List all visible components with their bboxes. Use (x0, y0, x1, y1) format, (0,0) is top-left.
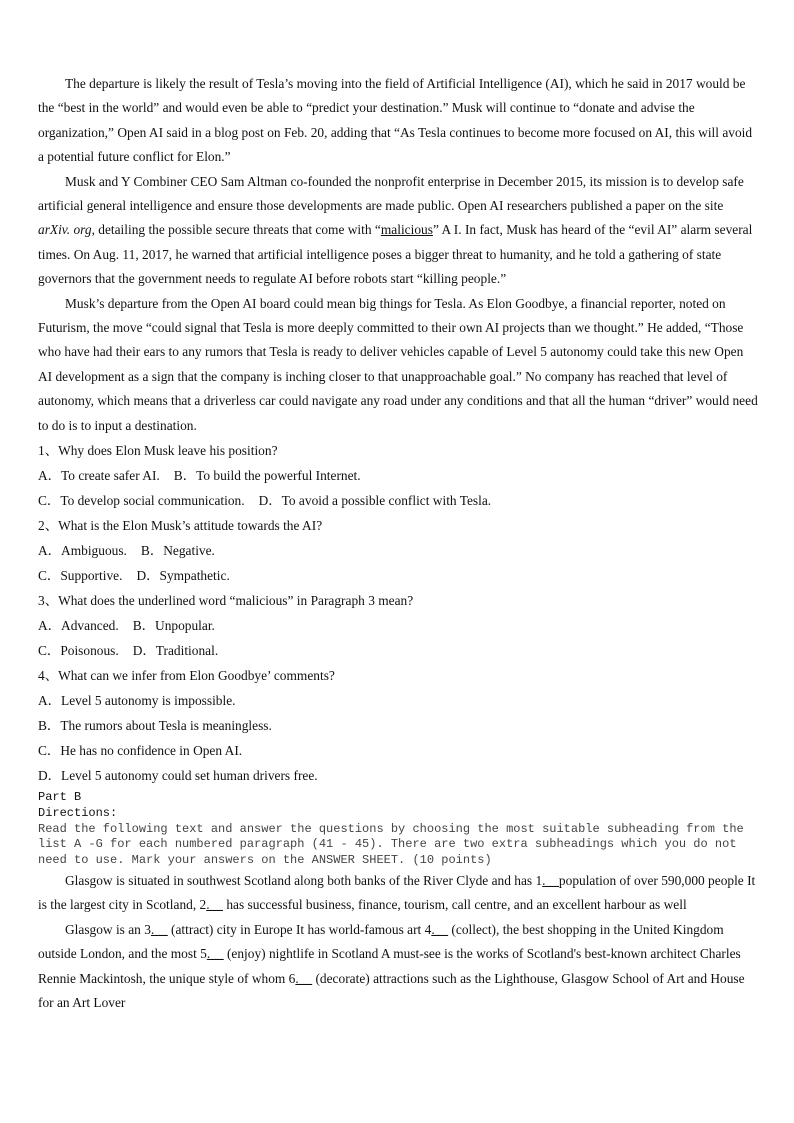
blank-1[interactable]: .__ (542, 873, 559, 889)
question-stem: 4、What can we infer from Elon Goodbye’ comments? (38, 668, 335, 684)
question-stem: 3、What does the underlined word “malicious” in Paragraph 3 mean? (38, 593, 414, 609)
blank-6[interactable]: .__ (295, 970, 313, 986)
directions-label: Directions: (38, 805, 118, 820)
option-row (38, 488, 758, 513)
option-c: C．Supportive. (38, 568, 123, 584)
glasgow-paragraph-2 (38, 918, 758, 1016)
glasgow-paragraph-1 (38, 869, 758, 918)
paragraph-text: ” A I. In fact, Musk has heard of the “evil AI” alarm several times. On Aug. 11, 2017, he warned that artificial intelligence poses a bigger threat to humanity, and he told a gathering of state governors that the government needs to regulate AI before robots start “killing people.” (38, 222, 753, 287)
blank-5[interactable]: .__ (206, 946, 224, 962)
question-2 (38, 513, 758, 588)
question-stem: 2、What is the Elon Musk’s attitude towards the AI? (38, 518, 323, 534)
option-row (38, 538, 758, 563)
question-3 (38, 588, 758, 663)
blank-4[interactable]: .__ (431, 921, 449, 937)
option-b: B．The rumors about Tesla is meaningless. (38, 718, 272, 734)
option-row (38, 463, 758, 488)
paragraph-text: Musk and Y Combiner CEO Sam Altman co-founded the nonprofit enterprise in December 2015, its mission is to develop safe artificial general intelligence and ensure those developments are made public. Open AI researchers published a paper on the site (38, 173, 744, 214)
question-4 (38, 663, 758, 788)
passage-paragraph-3: Musk’s departure from the Open AI board could mean big things for Tesla. As Elon Goodbye, a financial reporter, noted on Futurism, the move “could signal that Tesla is more deeply committed to their own AI projects than we thought.” He added, “Those who have had their ears to any rumors that Tesla is ready to deliver vehicles capable of Level 5 autonomy could take this new Open AI development as a sign that the company is inching closer to that unapproachable goal.” No company has reached that level of autonomy, which means that a driverless car could navigate any road under any conditions and that all the human “driver” would need to do is to input a destination. (38, 295, 758, 433)
option-d: D．Sympathetic. (136, 568, 230, 584)
option-b: B．To build the powerful Internet. (173, 468, 361, 484)
question-1 (38, 438, 758, 513)
paragraph-text: (decorate) attractions such as the Lighthouse, Glasgow School of Art and House for an Art Lover (38, 970, 745, 1011)
paragraph-text: Glasgow is situated in southwest Scotland along both banks of the River Clyde and has 1 (65, 873, 543, 889)
option-row (38, 563, 758, 588)
option-d: D．Traditional. (132, 643, 219, 659)
part-b-section (38, 790, 758, 869)
document-page (38, 72, 758, 1016)
paragraph-text: (attract) city in Europe It has world-famous art 4 (167, 921, 432, 937)
option-b: B．Unpopular. (132, 618, 215, 634)
option-a: A．Ambiguous. (38, 543, 127, 559)
option-row (38, 638, 758, 663)
question-stem: 1、Why does Elon Musk leave his position? (38, 443, 278, 459)
option-a: A．To create safer AI. (38, 468, 160, 484)
blank-2[interactable]: .__ (206, 897, 223, 913)
option-a: A．Level 5 autonomy is impossible. (38, 693, 236, 709)
option-c: C．To develop social communication. (38, 493, 245, 509)
option-a: A．Advanced. (38, 618, 119, 634)
directions-text: Read the following text and answer the questions by choosing the most suitable subheading from the list A -G for each numbered paragraph (41 - 45). There are two extra subheadings which you do not need to use. Mark your answers on the ANSWER SHEET. (10 points) (38, 821, 744, 868)
blank-3[interactable]: .__ (150, 921, 168, 937)
paragraph-text: (collect), the best shopping in the United Kingdom outside London, and the most 5 (38, 921, 724, 962)
option-row (38, 613, 758, 638)
paragraph-text: Glasgow is an 3 (65, 921, 151, 937)
part-b-title: Part B (38, 790, 82, 805)
paragraph-text: , detailing the possible secure threats that come with “ (91, 222, 381, 238)
option-d: D．To avoid a possible conflict with Tesla. (258, 493, 492, 509)
site-name: arXiv. org (38, 222, 92, 238)
option-d: D．Level 5 autonomy could set human drivers free. (38, 768, 318, 784)
option-c: C．He has no confidence in Open AI. (38, 743, 243, 759)
underlined-word: malicious (380, 222, 433, 238)
option-b: B．Negative. (140, 543, 215, 559)
passage-paragraph-2 (38, 170, 758, 292)
paragraph-text: population of over 590,000 people It is the largest city in Scotland, 2 (38, 873, 756, 913)
option-c: C．Poisonous. (38, 643, 119, 659)
passage-paragraph-1: The departure is likely the result of Tesla’s moving into the field of Artificial Intelligence (AI), which he said in 2017 would be the “best in the world” and would even be able to “predict your destination.” Musk will continue to “donate and advise the organization,” Open AI said in a blog post on Feb. 20, adding that “As Tesla continues to become more focused on AI, this will avoid a potential future conflict for Elon.” (38, 76, 753, 165)
paragraph-text: (enjoy) nightlife in Scotland A must-see is the works of Scotland's best-known architect Charles Rennie Mackintosh, the unique style of whom 6 (38, 946, 741, 986)
paragraph-text: has successful business, finance, tourism, call centre, and an excellent harbour as well (222, 897, 687, 913)
